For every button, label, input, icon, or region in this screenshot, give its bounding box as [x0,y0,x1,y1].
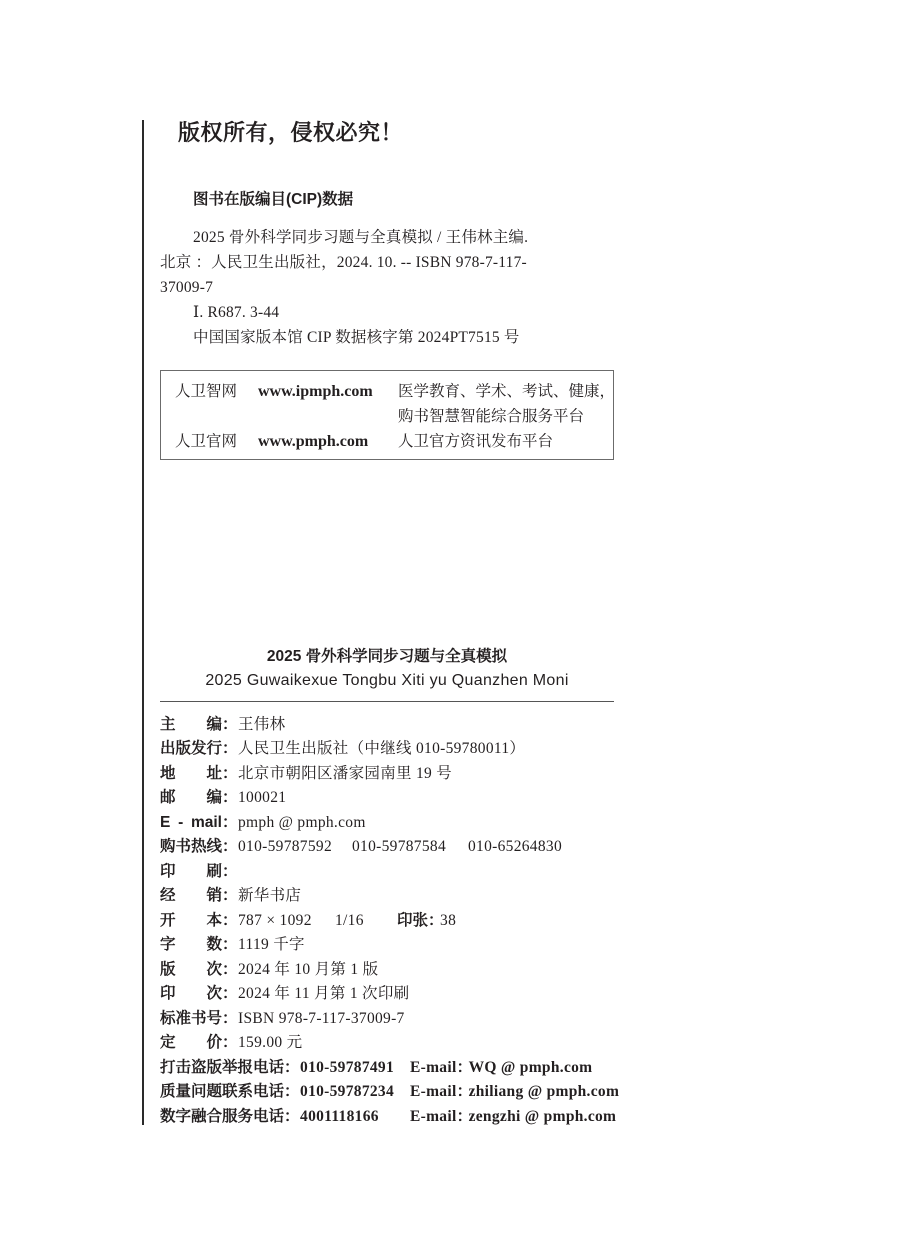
platform-name-ipmph: 人卫智网 [175,382,238,400]
printer-label: 印 刷 [160,862,222,880]
contact-row-piracy [160,1056,620,1081]
imprint-row-price [160,1031,620,1056]
contact-phone: 4001118166 [300,1107,379,1125]
words-value: 1119 千字 [238,936,305,954]
label-colon: ： [428,911,444,929]
imprint-row-hotline [160,835,620,860]
price-value: 159.00 元 [238,1034,303,1052]
label-colon: ： [284,1058,300,1076]
address-value: 北京市朝阳区潘家园南里 19 号 [238,764,453,782]
label-colon: ： [222,1034,238,1052]
label-colon: ： [222,862,238,880]
platform-desc-ipmph-line1: 医学教育、学术、考试、健康， [398,382,616,400]
editor-value: 王伟林 [238,715,286,733]
title-divider [160,701,614,702]
cip-record [160,225,600,350]
imprint-row-edition [160,958,620,983]
email-value[interactable]: pmph @ pmph.com [238,813,366,831]
contact-label: 打击盗版举报电话 [160,1058,285,1076]
label-colon: ： [456,1107,473,1125]
book-title-pinyin: 2025 Guwaikexue Tongbu Xiti yu Quanzhen Moni [205,672,569,689]
hotline-label: 购书热线 [160,838,223,856]
platform-desc-pmph: 人卫官方资讯发布平台 [398,432,554,450]
label-colon: ： [222,789,238,807]
label-colon: ： [222,813,238,831]
contact-phone: 010-59787491 [300,1058,395,1076]
label-colon: ： [222,764,238,782]
imprint-row-postcode [160,786,620,811]
label-colon: ： [456,1058,473,1076]
label-colon: ： [222,838,238,856]
imprint-row-address [160,762,620,787]
contact-email[interactable]: WQ @ pmph.com [468,1058,593,1076]
cip-line-title: 2025 骨外科学同步习题与全真模拟 / 王伟林主编. [193,228,529,246]
contact-email[interactable]: zhiliang @ pmph.com [468,1083,620,1101]
label-colon: ： [222,1009,238,1027]
contact-label: 质量问题联系电话 [160,1083,285,1101]
label-colon: ： [284,1083,300,1101]
sheets-label: 印张 [397,911,429,929]
imprint-row-printer [160,860,620,885]
imprint-row-email [160,811,620,836]
cip-line-isbn-tail: 37009-7 [160,278,214,296]
imprint-row-distributor [160,884,620,909]
platform-url-pmph[interactable]: www.pmph.com [258,432,369,450]
platform-url-ipmph[interactable]: www.ipmph.com [258,382,373,400]
label-colon: ： [222,936,238,954]
label-colon: ： [284,1107,300,1125]
words-label: 字 数 [160,936,222,954]
imprint-row-format [160,909,620,934]
platform-info-box [160,370,614,460]
format-label: 开 本 [160,911,222,929]
label-colon: ： [222,985,238,1003]
label-colon: ： [222,960,238,978]
sheets-value: 38 [440,911,457,929]
contact-email-label: E-mail [410,1058,457,1076]
book-title: 2025 骨外科学同步习题与全真模拟 [266,648,508,665]
contact-row-digital [160,1105,620,1130]
publisher-value: 人民卫生出版社（中继线 010-59780011） [238,740,526,758]
contact-email[interactable]: zengzhi @ pmph.com [468,1107,617,1125]
label-colon: ： [222,887,238,905]
platform-desc-ipmph-line2: 购书智慧智能综合服务平台 [398,407,585,425]
contact-email-label: E-mail [410,1107,457,1125]
hotline-number: 010-59787592 [238,838,333,856]
contact-row-quality [160,1080,620,1105]
address-label: 地 址 [160,764,222,782]
copyright-notice: 版权所有，侵权必究！ [178,120,404,145]
cip-heading: 图书在版编目(CIP)数据 [193,191,354,208]
imprint-row-editor [160,713,620,738]
format-fraction: 1/16 [335,911,364,929]
imprint-row-publisher [160,737,620,762]
distributor-label: 经 销 [160,887,222,905]
label-colon: ： [222,911,238,929]
editor-label: 主 编 [160,715,222,733]
printing-value: 2024 年 11 月第 1 次印刷 [238,985,410,1003]
cip-line-classification: Ⅰ. R687. 3-44 [193,303,280,321]
label-colon: ： [222,740,238,758]
edition-value: 2024 年 10 月第 1 版 [238,960,379,978]
cip-line-publisher: 北京 ：人民卫生出版社，2024. 10. -- ISBN 978-7-117- [160,253,527,271]
contact-label: 数字融合服务电话 [160,1107,285,1125]
isbn-label: 标准书号 [160,1009,223,1027]
platform-name-pmph: 人卫官网 [175,432,238,450]
contact-email-label: E-mail [410,1083,457,1101]
printing-label: 印 次 [160,985,222,1003]
postcode-label: 邮 编 [160,789,222,807]
left-margin-rule [142,120,144,1125]
format-value: 787 × 1092 [238,911,312,929]
price-label: 定 价 [160,1034,222,1052]
cip-line-cip-number: 中国国家版本馆 CIP 数据核字第 2024PT7515 号 [193,328,520,346]
edition-label: 版 次 [160,960,222,978]
isbn-value: ISBN 978-7-117-37009-7 [238,1009,405,1027]
contact-phone: 010-59787234 [300,1083,395,1101]
imprint-row-printing [160,982,620,1007]
hotline-number: 010-59787584 [352,838,447,856]
postcode-value: 100021 [238,789,287,807]
distributor-value: 新华书店 [238,887,302,905]
imprint-row-words [160,933,620,958]
email-label: E - mail [160,813,222,831]
label-colon: ： [222,715,238,733]
publisher-label: 出版发行 [160,740,223,758]
imprint-block [160,713,620,1130]
imprint-row-isbn [160,1007,620,1032]
label-colon: ： [456,1083,473,1101]
hotline-number: 010-65264830 [468,838,563,856]
